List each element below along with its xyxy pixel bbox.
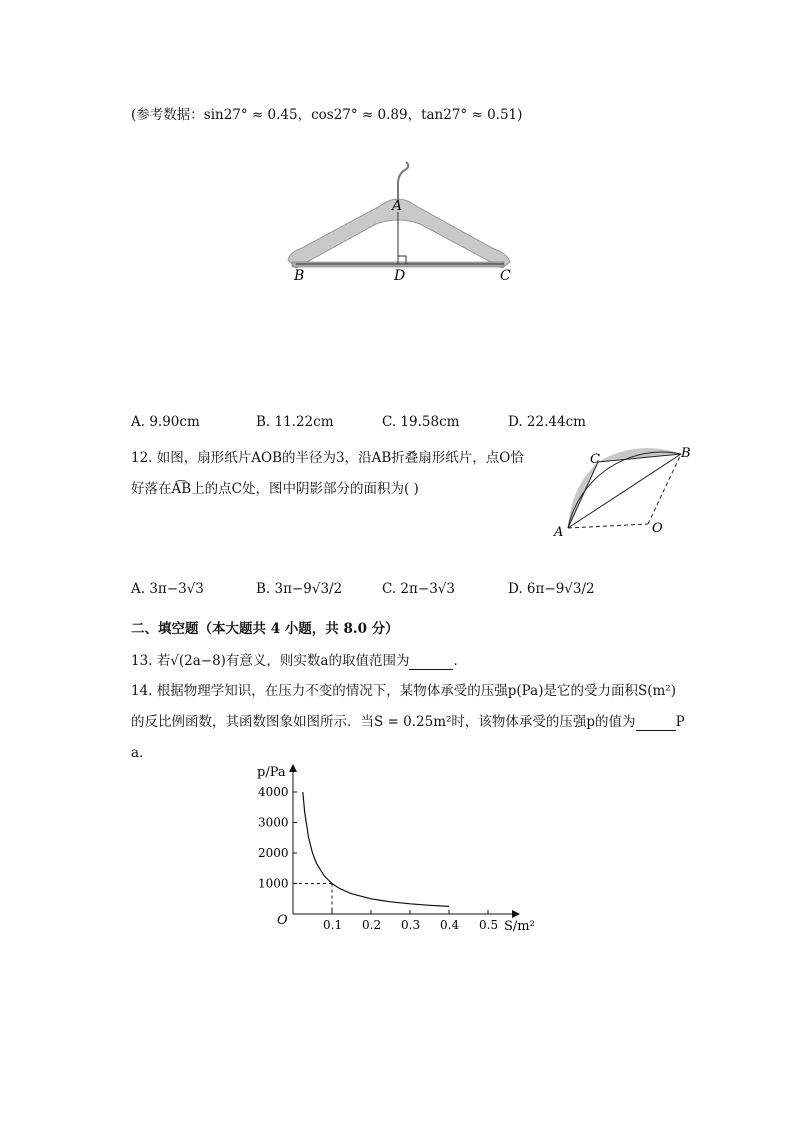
chart-guides <box>293 884 332 915</box>
q13-text: 13. 若√(2a−8)有意义，则实数a的取值范围为 <box>131 653 410 669</box>
label-o: O <box>652 521 663 536</box>
q12-line-2: 好落在A͡B上的点C处，图中阴影部分的面积为( ) <box>131 481 419 497</box>
x-axis-label: S/m² <box>504 919 535 934</box>
y-tick-label: 2000 <box>258 846 289 860</box>
q14-unit-start: P <box>675 714 685 730</box>
y-tick-label: 3000 <box>258 815 289 830</box>
section-heading: 二、填空题（本大题共 4 小题，共 8.0 分） <box>131 621 399 637</box>
x-axis-arrow <box>512 910 520 918</box>
series-curve <box>303 792 449 906</box>
q14-line-2 <box>131 710 685 731</box>
label-c: C <box>500 268 511 284</box>
pressure-area-chart <box>250 760 550 940</box>
sector-figure <box>550 442 700 542</box>
reference-data: (参考数据：sin27° ≈ 0.45，cos27° ≈ 0.89，tan27° ≈ 0.51) <box>131 107 523 123</box>
q14-line-1: 14. 根据物理学知识，在压力不变的情况下，某物体承受的压强p(Pa)是它的受力面积S(m²) <box>131 683 676 699</box>
q11-option-a[interactable]: A. 9.90cm <box>131 414 200 430</box>
label-a: A <box>554 525 564 540</box>
q14-line-3: a． <box>131 745 153 761</box>
label-c: C <box>590 452 600 467</box>
x-tick-label: 0.4 <box>440 918 460 932</box>
x-tick-label: 0.2 <box>362 918 382 932</box>
x-tick-label: 0.1 <box>323 918 343 932</box>
q11-option-b[interactable]: B. 11.22cm <box>256 414 334 430</box>
x-tick-label: 0.5 <box>479 918 499 932</box>
q11-option-c[interactable]: C. 19.58cm <box>382 414 460 430</box>
segment-ao <box>568 524 648 528</box>
q12-option-c[interactable]: C. 2π−3√3 <box>382 581 455 597</box>
chart-ticks <box>258 785 498 932</box>
q11-option-d[interactable]: D. 22.44cm <box>508 414 586 430</box>
y-axis-arrow <box>289 764 297 772</box>
label-b: B <box>681 446 691 461</box>
y-axis-label: p/Pa <box>257 765 286 780</box>
x-tick-label: 0.3 <box>401 918 421 932</box>
q12-line-1: 12. 如图，扇形纸片AOB的半径为3，沿AB折叠扇形纸片，点O恰 <box>131 450 524 466</box>
q14-text-2: 的反比例函数，其函数图象如图所示．当S = 0.25m²时，该物体承受的压强p的值为 <box>131 714 636 730</box>
y-tick-label: 4000 <box>258 785 289 799</box>
hanger-figure <box>280 158 516 286</box>
q13 <box>131 649 467 670</box>
hanger-hook <box>398 162 408 202</box>
q13-answer-blank[interactable] <box>409 653 453 670</box>
label-a: A <box>392 198 403 214</box>
label-d: D <box>394 268 406 284</box>
origin-label: O <box>277 913 288 928</box>
q14-answer-blank[interactable] <box>636 714 676 731</box>
y-tick-label: 1000 <box>258 876 289 891</box>
q12-option-b[interactable]: B. 3π−9√3/2 <box>256 581 343 597</box>
q12-option-d[interactable]: D. 6π−9√3/2 <box>508 581 595 597</box>
q12-option-a[interactable]: A. 3π−3√3 <box>131 581 204 597</box>
label-b: B <box>294 268 305 284</box>
q13-end: ． <box>453 653 467 669</box>
